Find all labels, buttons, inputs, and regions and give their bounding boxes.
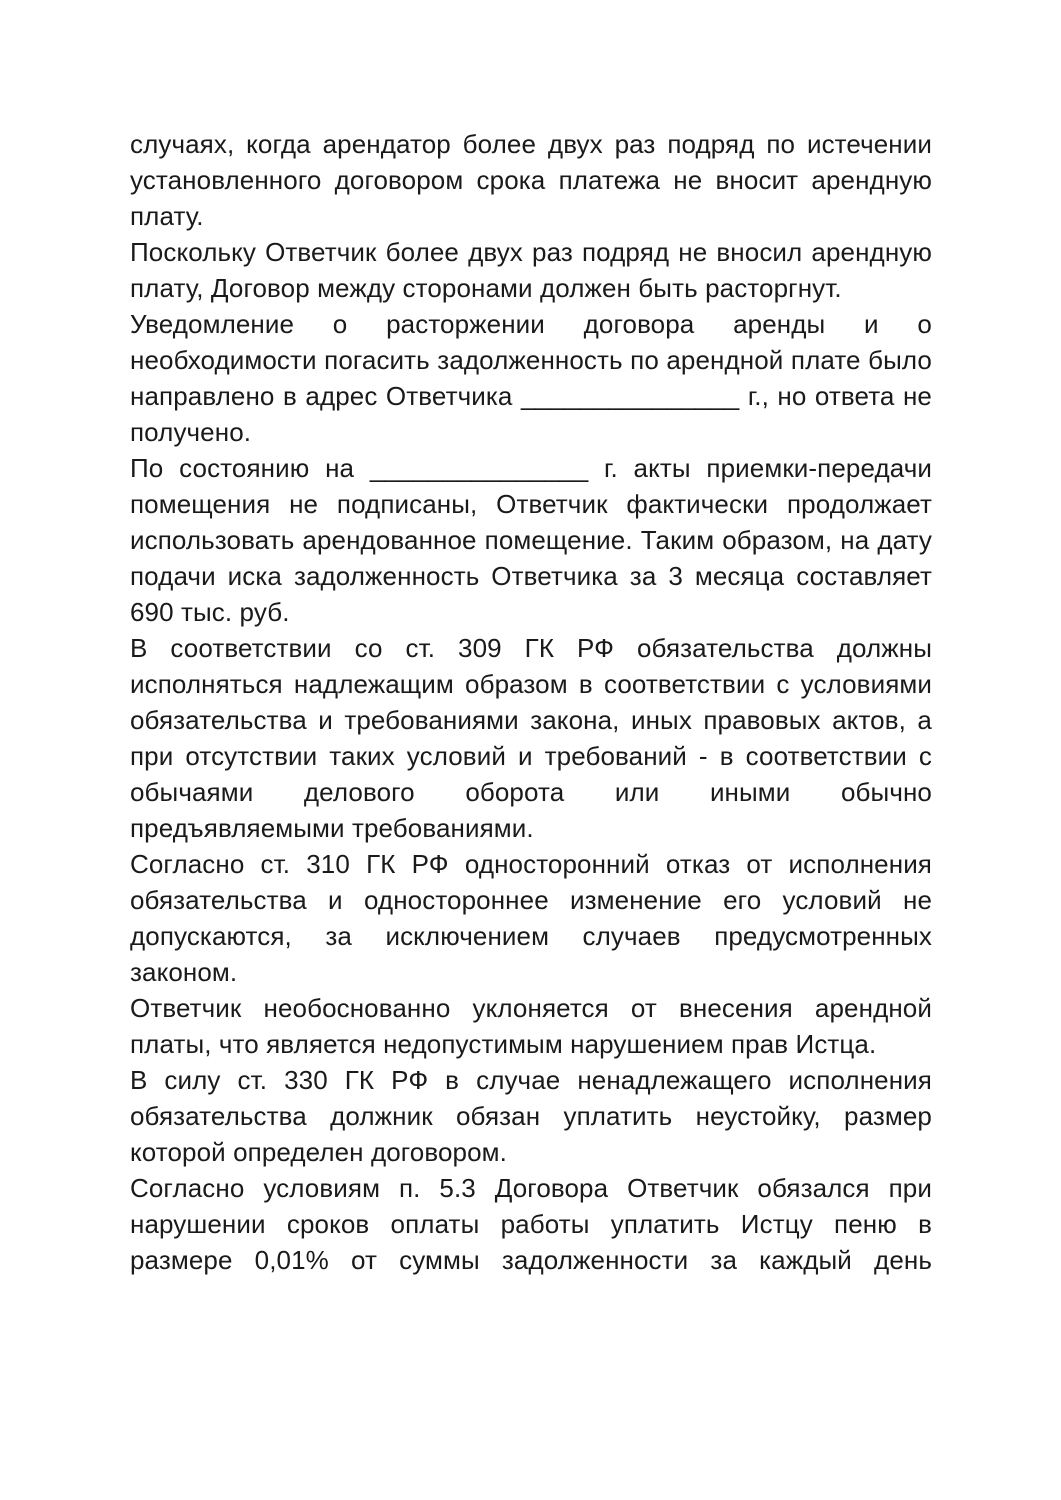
paragraph-article-309: В соответствии со ст. 309 ГК РФ обязательства должны исполняться надлежащим образом в соответствии с условиями обязательства и требованиями закона, иных правовых актов, а при отсутствии таких условий и требований - в соответствии с обычаями делового оборота или иными обычно предъявляемыми требованиями. <box>130 633 932 843</box>
paragraph-termination-condition: случаях, когда арендатор более двух раз подряд по истечении установленного договором срока платежа не вносит арендную плату. <box>130 129 932 231</box>
document-body <box>130 126 932 1278</box>
paragraph-article-330: В силу ст. 330 ГК РФ в случае ненадлежащего исполнения обязательства должник обязан уплатить неустойку, размер которой определен договором. <box>130 1065 932 1167</box>
paragraph-penalty-clause: Согласно условиям п. 5.3 Договора Ответчик обязался при нарушении сроков оплаты работы уплатить Истцу пеню в размере 0,01% от суммы задолженности за каждый день <box>130 1173 932 1275</box>
paragraph-debt-amount: По состоянию на _______________ г. акты приемки-передачи помещения не подписаны, Ответчик фактически продолжает использовать арендованное помещение. Таким образом, на дату подачи иска задолженность Ответчика за 3 месяца составляет 690 тыс. руб. <box>130 453 932 627</box>
paragraph-notice-sent: Уведомление о расторжении договора аренды и о необходимости погасить задолженность по арендной плате было направлено в адрес Ответчика _______________ г., но ответа не получено. <box>130 309 932 447</box>
paragraph-article-310: Согласно ст. 310 ГК РФ односторонний отказ от исполнения обязательства и одностороннее изменение его условий не допускаются, за исключением случаев предусмотренных законом. <box>130 849 932 987</box>
paragraph-termination-grounds: Поскольку Ответчик более двух раз подряд не вносил арендную плату, Договор между сторонами должен быть расторгнут. <box>130 237 932 303</box>
paragraph-violation: Ответчик необоснованно уклоняется от внесения арендной платы, что является недопустимым нарушением прав Истца. <box>130 993 932 1059</box>
